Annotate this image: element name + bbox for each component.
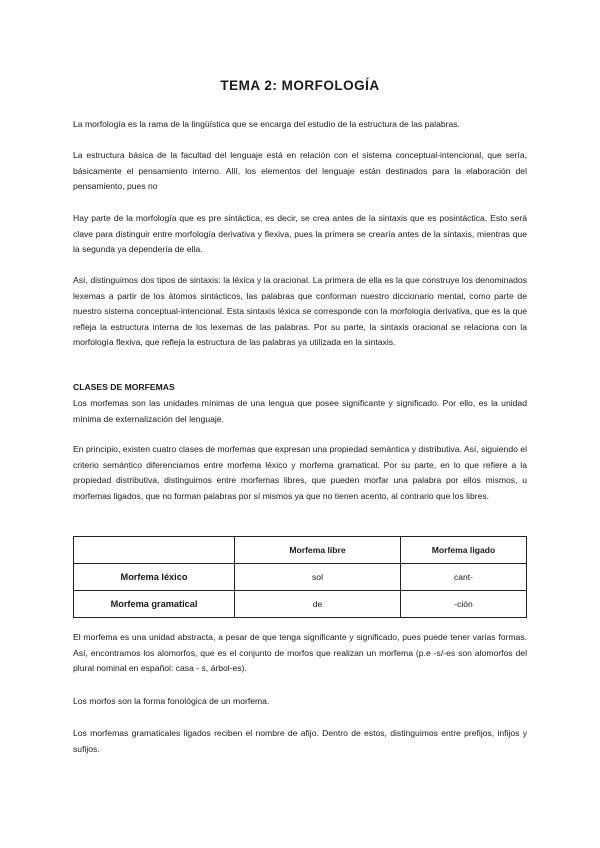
cell-libre: sol	[235, 564, 401, 591]
paragraph-clases-morfemas: En principio, existen cuatro clases de morfemas que expresan una propiedad semántica y distributiva. Así, siguiendo el criterio semántico diferenciamos entre morfema léxico y morfema gramatical. Por su parte, en lo que refiere a la propiedad distributiva, distinguimos entre morfemas libres, que pueden morfar una palabra por ellos mismos, u morfemas ligados, que no forman palabras por sí mismos ya que no tienen acento, al contrario que los libres.	[73, 444, 527, 501]
table-header-empty	[74, 537, 235, 564]
paragraph-tipos-sintaxis: Así, distinguimos dos tipos de sintaxis: la léxica y la oracional. La primera de ella es la que construye los denominados lexemas a partir de los átomos sintácticos, las palabras que conforman nuestro diccionario mental, como parte de nuestro sistema conceptual-intencional. Esta sintaxis léxica se corresponde con la morfología derivativa, que es la que refleja la estructura interna de los lexemas de las palabras. Por su parte, la sintaxis oracional se relaciona con la morfología flexiva, que refleja la estructura de las palabras ya utilizada en la sintaxis.	[73, 275, 527, 348]
cell-ligado: -ción	[401, 591, 527, 618]
table-header-row	[74, 537, 527, 564]
table-row	[74, 564, 527, 591]
paragraph-alomorfos: El morfema es una unidad abstracta, a pesar de que tenga significante y significado, pues puede tener varias formas. Así, encontramos los alomorfos, que es el conjunto de morfos que realizan un morfema (p.e -s/-es son alomorfos del plural nominal en español: casa - s, árbol-es).	[73, 632, 527, 674]
paragraph-estructura: La estructura básica de la facultad del lenguaje está en relación con el sistema conceptual-intencional, que sería, básicamente el pensamiento interno. Allí, los elementos del lenguaje están destinados para la elaboración del pensamiento, pues no	[73, 150, 527, 192]
cell-ligado: cant-	[401, 564, 527, 591]
cell-libre: de	[235, 591, 401, 618]
table-header-ligado: Morfema ligado	[401, 537, 527, 564]
row-label: Morfema léxico	[74, 564, 235, 591]
table-header-libre: Morfema libre	[235, 537, 401, 564]
morpheme-table	[73, 536, 527, 618]
paragraph-morfos: Los morfos son la forma fonológica de un morfema.	[73, 696, 270, 706]
paragraph-afijos: Los morfemas gramaticales ligados reciben el nombre de afijo. Dentro de estos, distinguimos entre prefijos, infijos y sufijos.	[73, 728, 527, 754]
intro-paragraph: La morfología es la rama de la lingüística que se encarga del estudio de la estructura de las palabras.	[73, 119, 460, 129]
page-title: TEMA 2: MORFOLOGÍA	[220, 78, 380, 93]
section-heading: CLASES DE MORFEMAS	[73, 382, 175, 392]
paragraph-presintactica: Hay parte de la morfología que es pre sintáctica, es decir, se crea antes de la sintaxis que es posintáctica. Esto será clave para distinguir entre morfología derivativa y flexiva, pues la primera se crearía antes de la sintaxis, mientras que la segunda ya dependería de ella.	[73, 213, 527, 255]
row-label: Morfema gramatical	[74, 591, 235, 618]
table-row	[74, 591, 527, 618]
paragraph-definicion-morfema: Los morfemas son las unidades mínimas de una lengua que posee significante y significado. Por ello, es la unidad mínima de externalización del lenguaje.	[73, 398, 527, 424]
